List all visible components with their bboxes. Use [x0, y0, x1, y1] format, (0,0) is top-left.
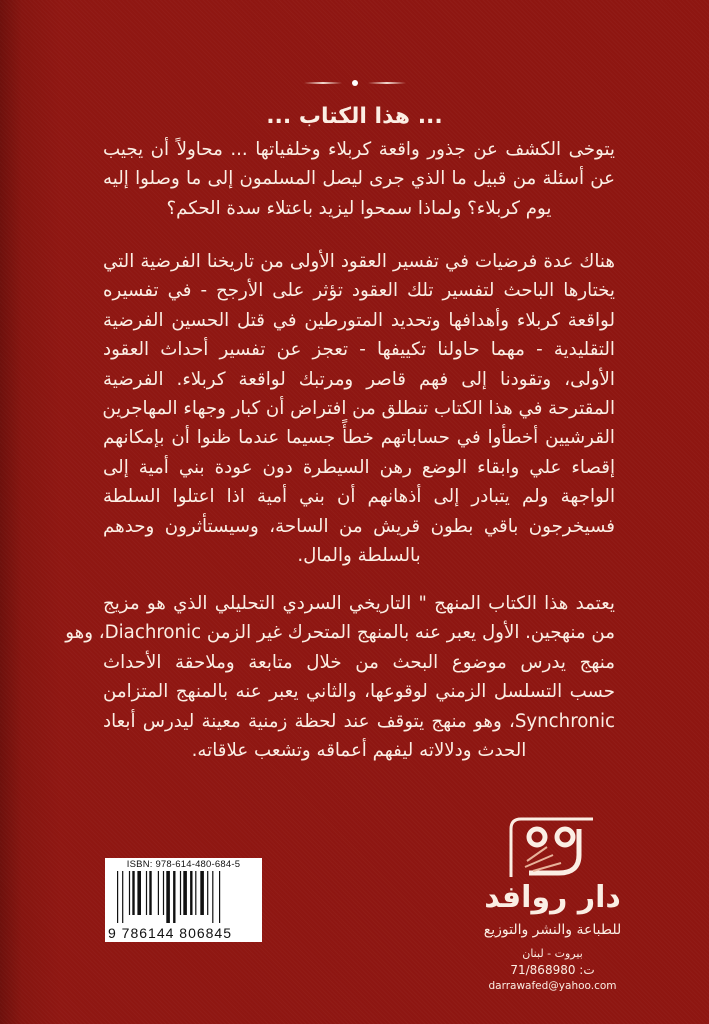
barcode-bar [122, 871, 123, 923]
text-line: الأولى، وتقودنا إلى فهم قاصر ومرتبك لواقعة كربلاء. الفرضية [103, 368, 615, 390]
barcode-bar [219, 871, 220, 923]
text-line: يوم كربلاء؟ ولماذا سمحوا ليزيد باعتلاء سدة الحكم؟ [166, 197, 552, 219]
barcode-bar [137, 871, 141, 915]
barcode-bar [195, 871, 196, 915]
text-line: حسب التسلسل الزمني لوقوعها، والثاني يعبر عنه بالمنهج المتزامن [103, 681, 615, 703]
publisher-email: darrawafed@yahoo.com [488, 980, 617, 992]
barcode-bar [149, 871, 151, 915]
text-line: المقترحة في هذا الكتاب تنطلق من افتراض أن كبار وجهاء المهاجرين [102, 397, 615, 419]
ornament-dot [352, 80, 358, 86]
publisher-logo [503, 815, 597, 879]
barcode-bar [132, 871, 134, 915]
barcode-bar [117, 871, 118, 923]
barcode-bar [146, 871, 147, 915]
text-line: منهج يدرس موضوع البحث من خلال متابعة وملاحقة الأحداث [103, 651, 615, 673]
publisher-name: دار روافد [484, 880, 621, 915]
publisher-phone: ت: 71/868980 [510, 963, 595, 977]
text-line: بالسلطة والمال. [297, 544, 421, 566]
text-line: إقصاء علي وابقاء الوضع رهن السيطرة دون عودة بني أمية إلى [103, 456, 615, 478]
barcode-bar [173, 871, 175, 923]
barcode-bar [158, 871, 159, 915]
barcode-bar [212, 871, 213, 923]
barcode-bar [207, 871, 208, 915]
barcode-bar [166, 871, 170, 923]
barcode-bar [129, 871, 130, 915]
blurb-paragraph-2 [103, 247, 615, 570]
text-line: لواقعة كربلاء وأهدافها وتحديد المتورطين في قتل الحسين الفرضية [103, 309, 615, 331]
text-line: يعتمد هذا الكتاب المنهج " التاريخي السردي التحليلي الذي هو مزيج [103, 593, 615, 614]
publisher-subtitle: للطباعة والنشر والتوزيع [483, 922, 622, 938]
barcode-digits: 9 786144 806845 [108, 925, 232, 941]
text-line: من منهجين. الأول يعبر عنه بالمنهج المتحرك غير الزمن Diachronic، وهو [65, 622, 615, 644]
text-line: عن أسئلة من قبيل ما الذي جرى ليصل المسلمون إلى ما وصلوا إليه [103, 168, 615, 190]
barcode-bar [183, 871, 187, 915]
ornament-line [368, 82, 406, 84]
title-ornament [0, 80, 709, 86]
blurb-paragraph-1 [103, 135, 615, 223]
publisher-city: بيروت - لبنان [522, 947, 583, 960]
text-line: القرشيين أخطأوا في حساباتهم خطأً جسيما عندما ظنوا أن بإمكانهم [103, 427, 615, 449]
barcode-bar [163, 871, 164, 915]
isbn-barcode [105, 858, 262, 942]
barcode-bar [190, 871, 192, 915]
text-line: يختارها الباحث لتفسير تلك العقود تؤثر على الأرجح - في تفسيره [103, 280, 615, 302]
text-line: Synchronic، وهو منهج يتوقف عند لحظة زمنية معينة ليدرس أبعاد [103, 710, 615, 732]
blurb-title: ... هذا الكتاب ... [266, 104, 443, 129]
text-line: فسيخرجون باقي بطون قريش من الساحة، وسيستأثرون وحدهم [103, 515, 615, 537]
ornament-line [304, 82, 342, 84]
text-line: التقليدية - مهما حاولنا تكييفها - تعجز عن تفسير أحداث العقود [103, 339, 615, 361]
text-line: الحدث ودلالاته ليفهم أعماقه وتشعب علاقاته. [191, 739, 527, 761]
isbn-label: ISBN: 978-614-480-684-5 [126, 859, 241, 870]
text-line: هناك عدة فرضيات في تفسير العقود الأولى من تاريخنا الفرضية التي [103, 251, 615, 272]
blurb-paragraph-3 [65, 589, 615, 765]
barcode-bars [117, 871, 255, 923]
barcode-bar [200, 871, 204, 915]
text-line: يتوخى الكشف عن جذور واقعة كربلاء وخلفياتها ... محاولاً أن يجيب [103, 139, 615, 160]
text-line: الواجهة ولم يتبادر إلى أذهانهم أن بني أمية اذا اعتلوا السلطة [103, 486, 615, 508]
barcode-bar [180, 871, 181, 915]
